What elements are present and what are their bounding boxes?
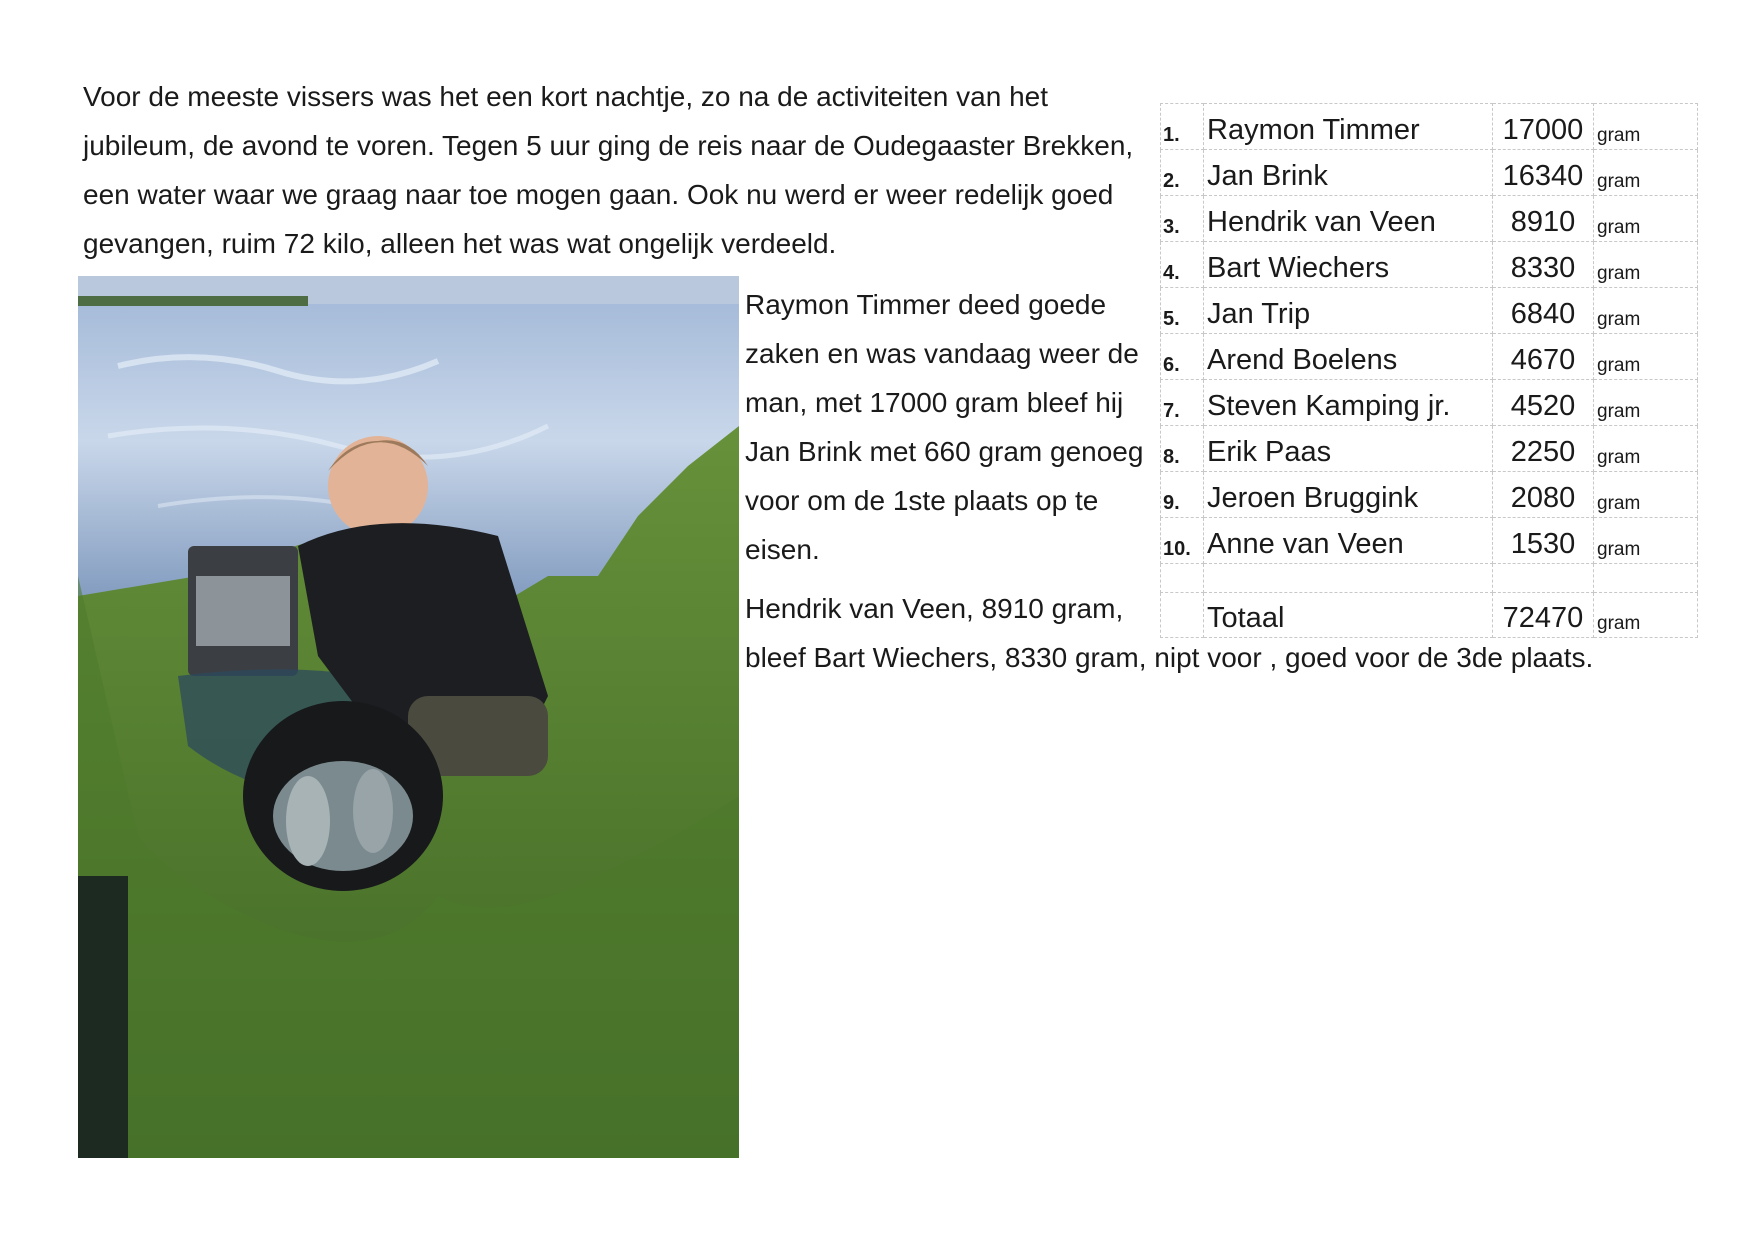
result-row — [1161, 288, 1698, 334]
result-rank: 8. — [1161, 426, 1204, 472]
result-unit: gram — [1594, 518, 1698, 564]
photo-illustration — [78, 276, 739, 1158]
spacer-cell — [1594, 564, 1698, 593]
third-place-paragraph-line2: bleef Bart Wiechers, 8330 gram, nipt voor , goed voor de 3de plaats. — [745, 642, 1594, 673]
result-name: Hendrik van Veen — [1204, 196, 1493, 242]
result-weight: 2250 — [1493, 426, 1594, 472]
results-table — [1160, 103, 1698, 638]
result-weight: 17000 — [1493, 104, 1594, 150]
result-weight: 16340 — [1493, 150, 1594, 196]
result-rank: 6. — [1161, 334, 1204, 380]
third-place-paragraph-line1: Hendrik van Veen, 8910 gram, — [745, 593, 1124, 624]
result-row — [1161, 334, 1698, 380]
result-unit: gram — [1594, 288, 1698, 334]
result-name: Raymon Timmer — [1204, 104, 1493, 150]
result-row — [1161, 150, 1698, 196]
result-name: Arend Boelens — [1204, 334, 1493, 380]
result-name: Steven Kamping jr. — [1204, 380, 1493, 426]
result-name: Anne van Veen — [1204, 518, 1493, 564]
result-unit: gram — [1594, 104, 1698, 150]
result-row — [1161, 472, 1698, 518]
result-unit: gram — [1594, 426, 1698, 472]
result-rank: 7. — [1161, 380, 1204, 426]
result-name: Jeroen Bruggink — [1204, 472, 1493, 518]
result-rank: 9. — [1161, 472, 1204, 518]
total-weight: 72470 — [1493, 593, 1594, 638]
result-weight: 4520 — [1493, 380, 1594, 426]
result-name: Bart Wiechers — [1204, 242, 1493, 288]
result-unit: gram — [1594, 380, 1698, 426]
result-rank: 1. — [1161, 104, 1204, 150]
result-row — [1161, 196, 1698, 242]
result-weight: 8910 — [1493, 196, 1594, 242]
result-unit: gram — [1594, 472, 1698, 518]
result-weight: 4670 — [1493, 334, 1594, 380]
intro-paragraph: Voor de meeste vissers was het een kort nachtje, zo na de activiteiten van het jubileum, de avond te voren. Tegen 5 uur ging de reis naar de Oudegaaster Brekken, een water waar we graag naar toe mogen gaan. Ook nu werd er weer redelijk goed gevangen, ruim 72 kilo, alleen het was wat ongelijk verdeeld. — [83, 81, 1134, 259]
result-row — [1161, 380, 1698, 426]
result-rank: 3. — [1161, 196, 1204, 242]
result-row — [1161, 518, 1698, 564]
result-rank: 10. — [1161, 518, 1204, 564]
result-row — [1161, 104, 1698, 150]
result-unit: gram — [1594, 150, 1698, 196]
total-label: Totaal — [1204, 593, 1493, 638]
result-weight: 6840 — [1493, 288, 1594, 334]
result-weight: 8330 — [1493, 242, 1594, 288]
result-unit: gram — [1594, 196, 1698, 242]
result-rank: 5. — [1161, 288, 1204, 334]
winner-paragraph: Raymon Timmer deed goede zaken en was vandaag weer de man, met 17000 gram bleef hij Jan Brink met 660 gram genoeg voor om de 1ste plaats op te eisen. — [745, 289, 1144, 565]
result-unit: gram — [1594, 242, 1698, 288]
total-row — [1161, 593, 1698, 638]
spacer-row — [1161, 564, 1698, 593]
result-row — [1161, 426, 1698, 472]
result-row — [1161, 242, 1698, 288]
angler-photo — [78, 276, 739, 1158]
spacer-cell — [1493, 564, 1594, 593]
result-weight: 2080 — [1493, 472, 1594, 518]
result-name: Jan Trip — [1204, 288, 1493, 334]
result-unit: gram — [1594, 334, 1698, 380]
spacer-cell — [1161, 564, 1204, 593]
result-name: Erik Paas — [1204, 426, 1493, 472]
result-rank: 2. — [1161, 150, 1204, 196]
result-name: Jan Brink — [1204, 150, 1493, 196]
result-weight: 1530 — [1493, 518, 1594, 564]
total-blank — [1161, 593, 1204, 638]
spacer-cell — [1204, 564, 1493, 593]
result-rank: 4. — [1161, 242, 1204, 288]
total-unit: gram — [1594, 593, 1698, 638]
